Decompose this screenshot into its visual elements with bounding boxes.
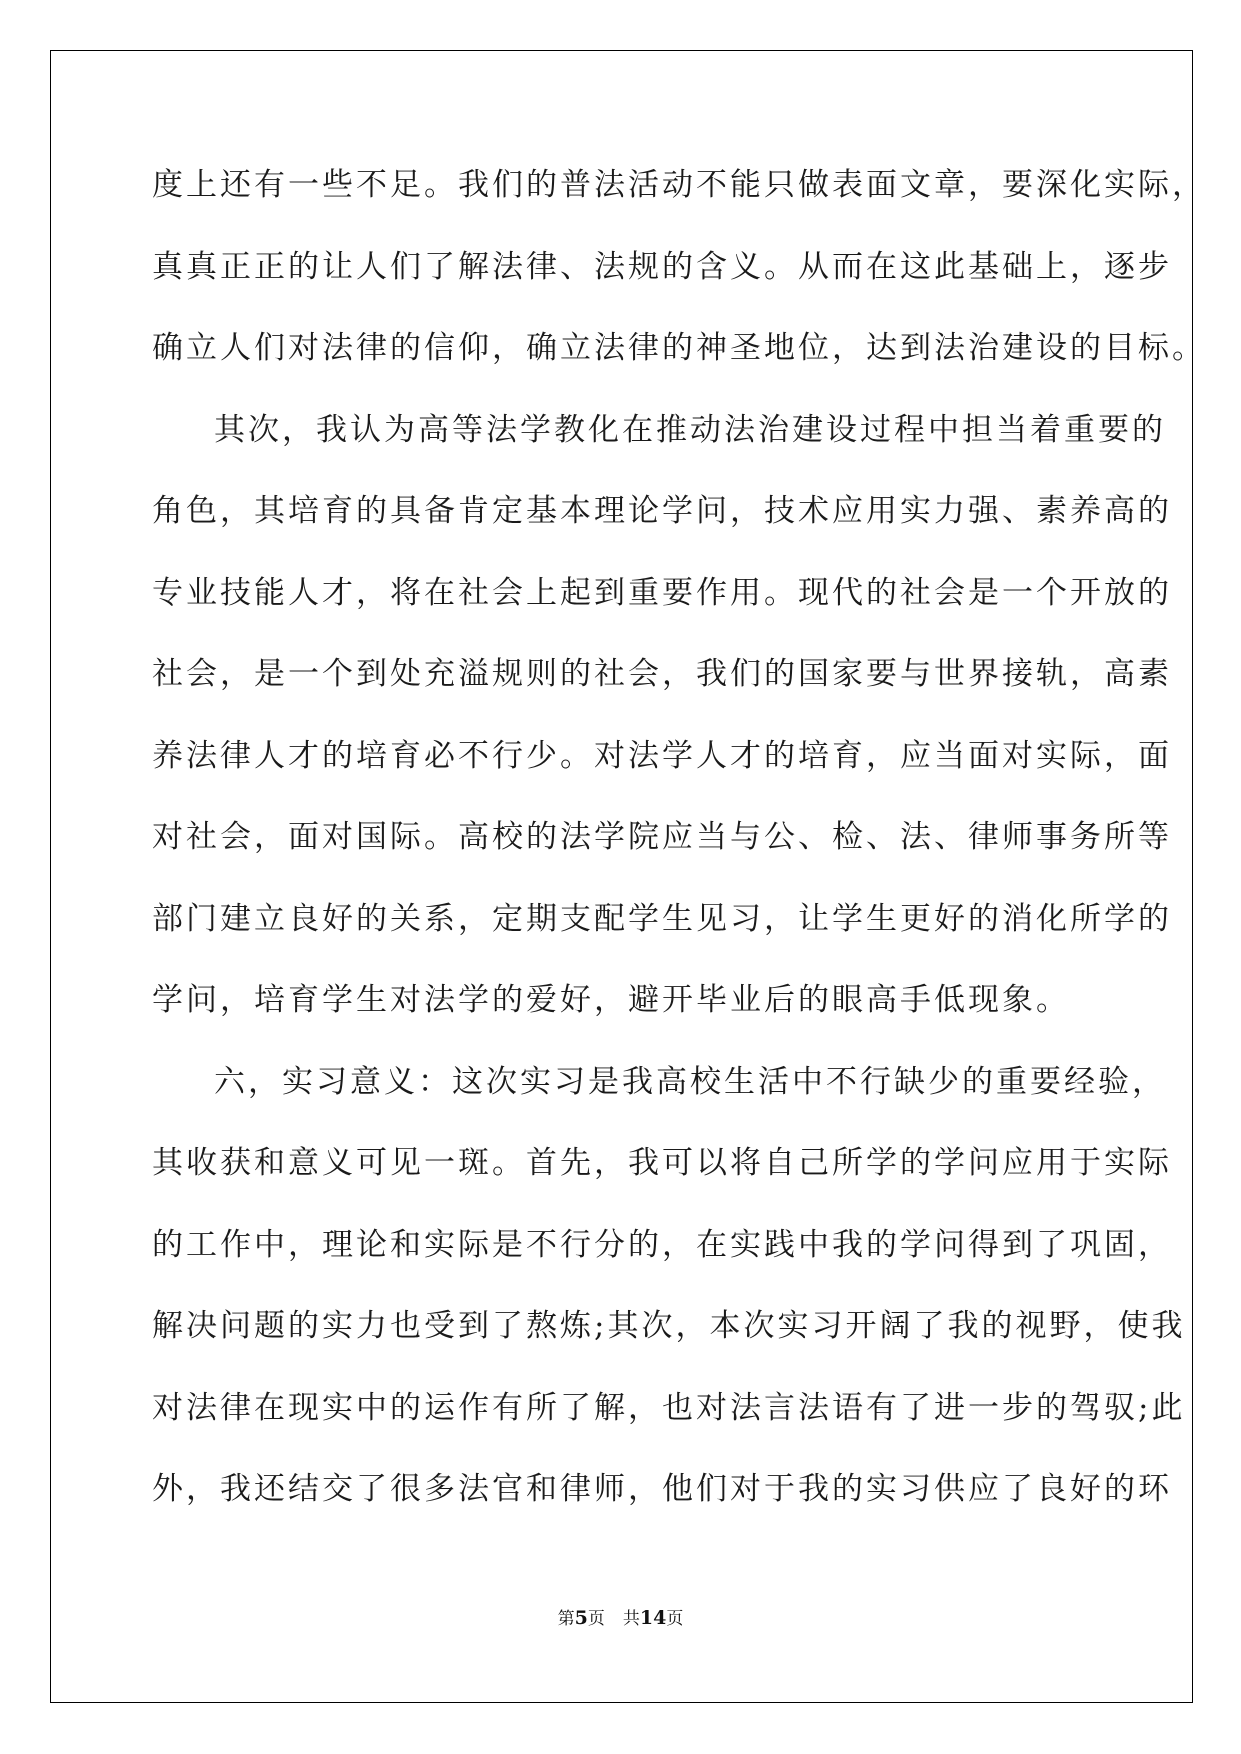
text-line: 对法律在现实中的运作有所了解，也对法言法语有了进一步的驾驭;此 [152,1389,1186,1426]
text-line: 部门建立良好的关系，定期支配学生见习，让学生更好的消化所学的 [152,900,1172,937]
paragraph-first-line: 其次，我认为高等法学教化在推动法治建设过程中担当着重要的 [214,411,1166,448]
text-line: 确立人们对法律的信仰，确立法律的神圣地位，达到法治建设的目标。 [152,330,1206,366]
text-line: 专业技能人才，将在社会上起到重要作用。现代的社会是一个开放的 [152,574,1172,611]
paragraph-first-line: 六，实习意义：这次实习是我高校生活中不行缺少的重要经验， [214,1063,1166,1100]
text-line: 学问，培育学生对法学的爱好，避开毕业后的眼高手低现象。 [152,982,1070,1018]
current-page-number: 5 [574,1607,588,1629]
document-body [152,160,1206,1546]
text-line: 社会，是一个到处充溢规则的社会，我们的国家要与世界接轨，高素 [152,656,1172,692]
page-prefix: 第 [557,1609,575,1629]
page-footer [0,1604,1241,1629]
text-line: 角色，其培育的具备肯定基本理论学问，技术应用实力强、素养高的 [152,493,1172,529]
text-line: 其收获和意义可见一斑。首先，我可以将自己所学的学问应用于实际 [152,1145,1172,1181]
text-line: 对社会，面对国际。高校的法学院应当与公、检、法、律师事务所等 [152,819,1172,855]
total-suffix: 页 [666,1609,684,1629]
page-suffix: 页 [587,1609,605,1629]
total-page-count: 14 [639,1607,667,1629]
text-line: 解决问题的实力也受到了熬炼;其次，本次实习开阔了我的视野，使我 [152,1308,1186,1344]
text-line: 的工作中，理论和实际是不行分的，在实践中我的学问得到了巩固， [152,1226,1172,1263]
text-line: 真真正正的让人们了解法律、法规的含义。从而在这此基础上，逐步 [152,248,1172,285]
total-prefix: 共 [622,1609,640,1629]
text-line: 养法律人才的培育必不行少。对法学人才的培育，应当面对实际，面 [152,737,1172,774]
text-line: 度上还有一些不足。我们的普法活动不能只做表面文章，要深化实际， [152,167,1206,203]
text-line: 外，我还结交了很多法官和律师，他们对于我的实习供应了良好的环 [152,1471,1172,1507]
